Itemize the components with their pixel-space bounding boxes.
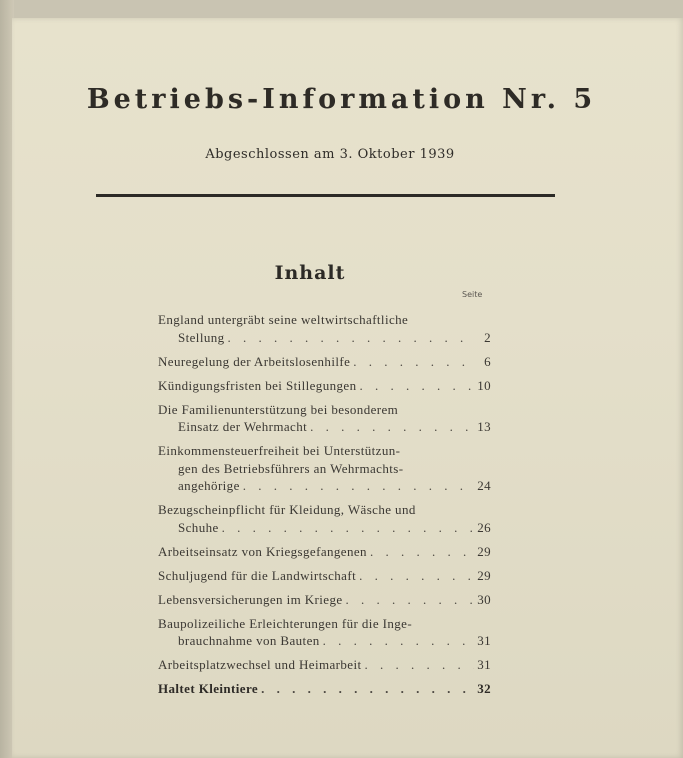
dot-leader [359, 567, 474, 585]
dot-leader [364, 656, 474, 674]
toc-page-number: 30 [477, 591, 491, 607]
page-column-label: Seite [462, 290, 483, 299]
toc-page-number: 31 [477, 633, 491, 648]
toc-entry-line [158, 591, 491, 609]
toc-page-number: 29 [477, 567, 491, 583]
toc-entry [158, 311, 491, 346]
toc-entry-line [158, 353, 491, 371]
dot-leader [222, 519, 474, 537]
toc-entry-text: Arbeitsplatzwechsel und Heimarbeit [158, 657, 362, 672]
toc-entry-line [158, 615, 491, 633]
header-divider [96, 194, 555, 197]
toc-entry [158, 543, 491, 561]
toc-entry-line [158, 311, 491, 329]
toc-page-number: 32 [477, 681, 491, 696]
toc-entry [158, 567, 491, 585]
toc-entry-text: Lebensversicherungen im Kriege [158, 591, 343, 607]
toc-entry-line [158, 543, 491, 561]
dot-leader [261, 680, 474, 698]
dot-leader [310, 418, 474, 436]
toc-entry-text: brauchnahme von Bauten [178, 633, 320, 648]
toc-entry-line [158, 519, 491, 537]
toc-entry [158, 591, 491, 609]
toc-heading: Inhalt [274, 262, 346, 284]
toc-entry-text: Bezugscheinpflicht für Kleidung, Wäsche und [158, 502, 416, 517]
toc-entry-text: Einkommensteuerfreiheit bei Unterstützun- [158, 443, 401, 458]
toc-entry-line [158, 477, 491, 495]
toc-entry-text: gen des Betriebsführers an Wehrmachts- [178, 460, 404, 476]
toc-entry-line [158, 632, 491, 650]
toc-entry-text: angehörige [178, 478, 240, 493]
toc-entry [158, 501, 491, 536]
dot-leader [359, 377, 474, 395]
dot-leader [243, 477, 474, 495]
toc-entry [158, 680, 491, 698]
toc-entry-text: England untergräbt seine weltwirtschaftliche [158, 312, 409, 327]
toc-entry-line [158, 329, 491, 347]
toc-entry-text: Stellung [178, 329, 225, 345]
dot-leader [353, 353, 474, 371]
toc-page-number: 6 [484, 353, 491, 369]
toc-entry-text: Die Familienunterstützung bei besonderem [158, 401, 399, 417]
dot-leader [228, 329, 474, 347]
toc-page-number: 24 [477, 478, 491, 493]
toc-entry-line [158, 501, 491, 519]
toc-entry-line [158, 418, 491, 436]
toc-entry-line [158, 442, 491, 460]
table-of-contents [158, 311, 491, 704]
toc-page-number: 13 [477, 419, 491, 434]
toc-page-number: 2 [484, 329, 491, 345]
document-subtitle: Abgeschlossen am 3. Oktober 1939 [205, 147, 455, 162]
toc-entry-line [158, 460, 491, 478]
toc-entry-line [158, 401, 491, 419]
toc-entry-line [158, 567, 491, 585]
toc-entry [158, 353, 491, 371]
document-title: Betriebs-Information Nr. 5 [86, 84, 597, 115]
dot-leader [370, 543, 474, 561]
toc-entry [158, 442, 491, 495]
toc-entry-text: Haltet Kleintiere [158, 681, 259, 696]
toc-entry [158, 615, 491, 650]
toc-entry-text: Kündigungsfristen bei Stillegungen [158, 377, 357, 393]
toc-entry-line [158, 680, 491, 698]
dot-leader [346, 591, 474, 609]
toc-entry-text: Einsatz der Wehrmacht [178, 419, 308, 434]
toc-entry [158, 401, 491, 436]
toc-entry-text: Schuhe [178, 519, 219, 535]
toc-entry-text: Schuljugend für die Landwirtschaft [158, 567, 357, 583]
toc-entry-line [158, 377, 491, 395]
toc-entry [158, 656, 491, 674]
toc-entry-text: Arbeitseinsatz von Kriegsgefangenen [158, 543, 367, 559]
toc-page-number: 29 [477, 543, 491, 559]
dot-leader [323, 632, 474, 650]
toc-entry-text: Baupolizeiliche Erleichterungen für die Inge- [158, 615, 413, 631]
toc-page-number: 26 [477, 519, 491, 535]
toc-entry-line [158, 656, 491, 674]
toc-entry-text: Neuregelung der Arbeitslosenhilfe [158, 353, 351, 369]
toc-page-number: 10 [477, 377, 491, 393]
toc-entry [158, 377, 491, 395]
toc-page-number: 31 [477, 657, 491, 672]
